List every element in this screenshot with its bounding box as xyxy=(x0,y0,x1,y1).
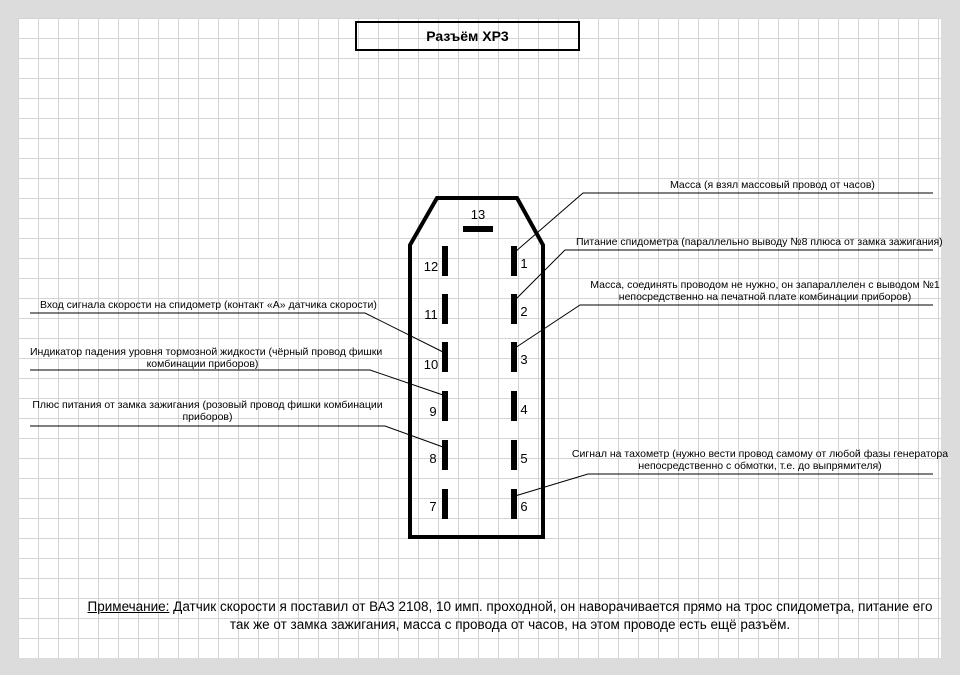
label-pin10 xyxy=(30,346,383,370)
pin-number-3: 3 xyxy=(520,352,528,367)
label-pin3-line1: Масса, соединять проводом не нужно, он запараллелен с выводом №1 xyxy=(590,279,940,291)
pin-number-1: 1 xyxy=(520,256,528,271)
label-pin6-line2: непосредственно с обмотки, т.е. до выпрямителя) xyxy=(638,460,882,472)
leader-line-pin8 xyxy=(30,426,443,447)
pin-number-6: 6 xyxy=(520,499,528,514)
footnote-text1: Датчик скорости я поставил от ВАЗ 2108, 10 имп. проходной, он наворачивается прямо на трос спидометра, питание его xyxy=(169,599,933,614)
pin-number-5: 5 xyxy=(520,451,528,466)
label-pin13: Масса (я взял массовый провод от часов) xyxy=(670,179,875,191)
pin-number-11: 11 xyxy=(424,307,438,322)
label-pin3-line2: непосредственно на печатной плате комбинации приборов) xyxy=(618,291,912,303)
leader-line-pin10 xyxy=(30,370,443,395)
label-pin8-line1: Плюс питания от замка зажигания (розовый провод фишки комбинации xyxy=(32,399,383,411)
pin-number-10: 10 xyxy=(423,357,439,372)
leader-line-pin3 xyxy=(515,305,933,348)
label-pin8 xyxy=(30,399,385,423)
footnote-line2: так же от замка зажигания, масса с провода от часов, на этом проводе есть ещё разъём. xyxy=(229,617,791,632)
diagram-title: Разъём ХР3 xyxy=(355,21,580,51)
footnote-label: Примечание: xyxy=(87,599,170,614)
pin-number-2: 2 xyxy=(520,304,528,319)
pin-13-contact xyxy=(463,226,493,232)
label-pin6-line1: Сигнал на тахометр (нужно вести провод самому от любой фазы генератора xyxy=(571,448,949,460)
pin-number-9: 9 xyxy=(429,404,437,419)
label-pin3 xyxy=(580,279,950,303)
pin-number-12: 12 xyxy=(423,259,439,274)
label-pin11: Вход сигнала скорости на спидометр (контакт «А» датчика скорости) xyxy=(40,299,377,311)
label-pin10-line1: Индикатор падения уровня тормозной жидкости (чёрный провод фишки xyxy=(30,346,383,358)
leader-line-pin6 xyxy=(515,474,933,496)
pin-number-8: 8 xyxy=(429,451,437,466)
footnote xyxy=(75,598,945,634)
label-pin1: Питание спидометра (параллельно выводу №8 плюса от замка зажигания) xyxy=(576,236,943,248)
label-pin8-line2: приборов) xyxy=(182,411,233,423)
label-pin10-line2: комбинации приборов) xyxy=(146,358,259,370)
label-pin6 xyxy=(570,448,950,472)
pin-number-7: 7 xyxy=(429,499,437,514)
pin-number-4: 4 xyxy=(520,402,528,417)
pin-number-13: 13 xyxy=(470,207,486,222)
footnote-line1 xyxy=(75,598,945,616)
